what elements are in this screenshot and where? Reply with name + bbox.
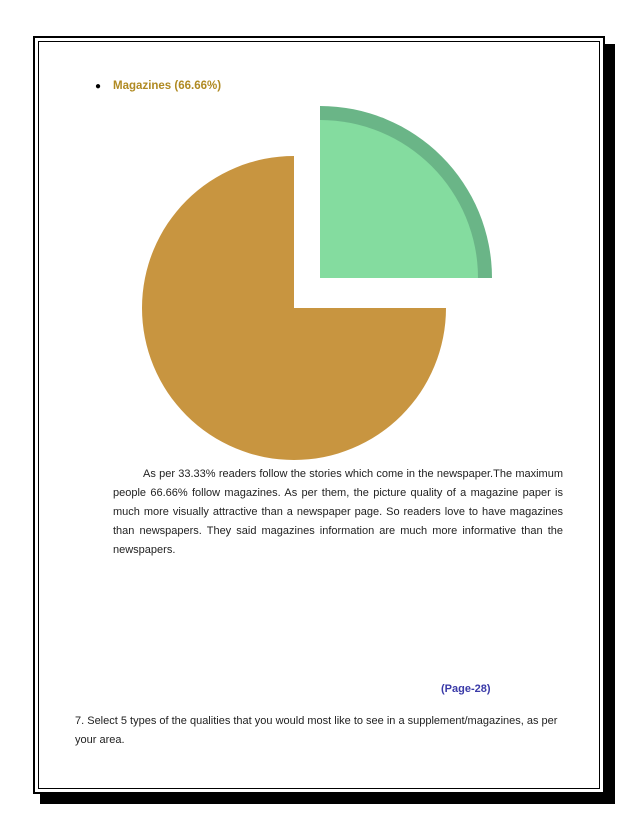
page-reference: (Page-28) — [441, 683, 491, 695]
bullet-item — [95, 80, 221, 92]
question-text: 7. Select 5 types of the qualities that you would most like to see in a supplement/magazines, as per your area. — [75, 715, 558, 746]
analysis-paragraph-text: As per 33.33% readers follow the stories which come in the newspaper.The maximum people 66.66% follow magazines. As per them, the picture quality of a magazine paper is much more visually attractive than a newspaper page. So readers love to have magazines than newspapers. They said magazines information are much more informative than the newspapers. — [113, 468, 563, 556]
pie-chart — [130, 105, 510, 465]
pie-slice-newspaper — [320, 120, 478, 278]
pie-chart-svg — [130, 105, 510, 465]
analysis-paragraph — [113, 465, 563, 560]
bullet-label: Magazines (66.66%) — [113, 80, 222, 92]
bullet-icon: ● — [95, 81, 102, 92]
